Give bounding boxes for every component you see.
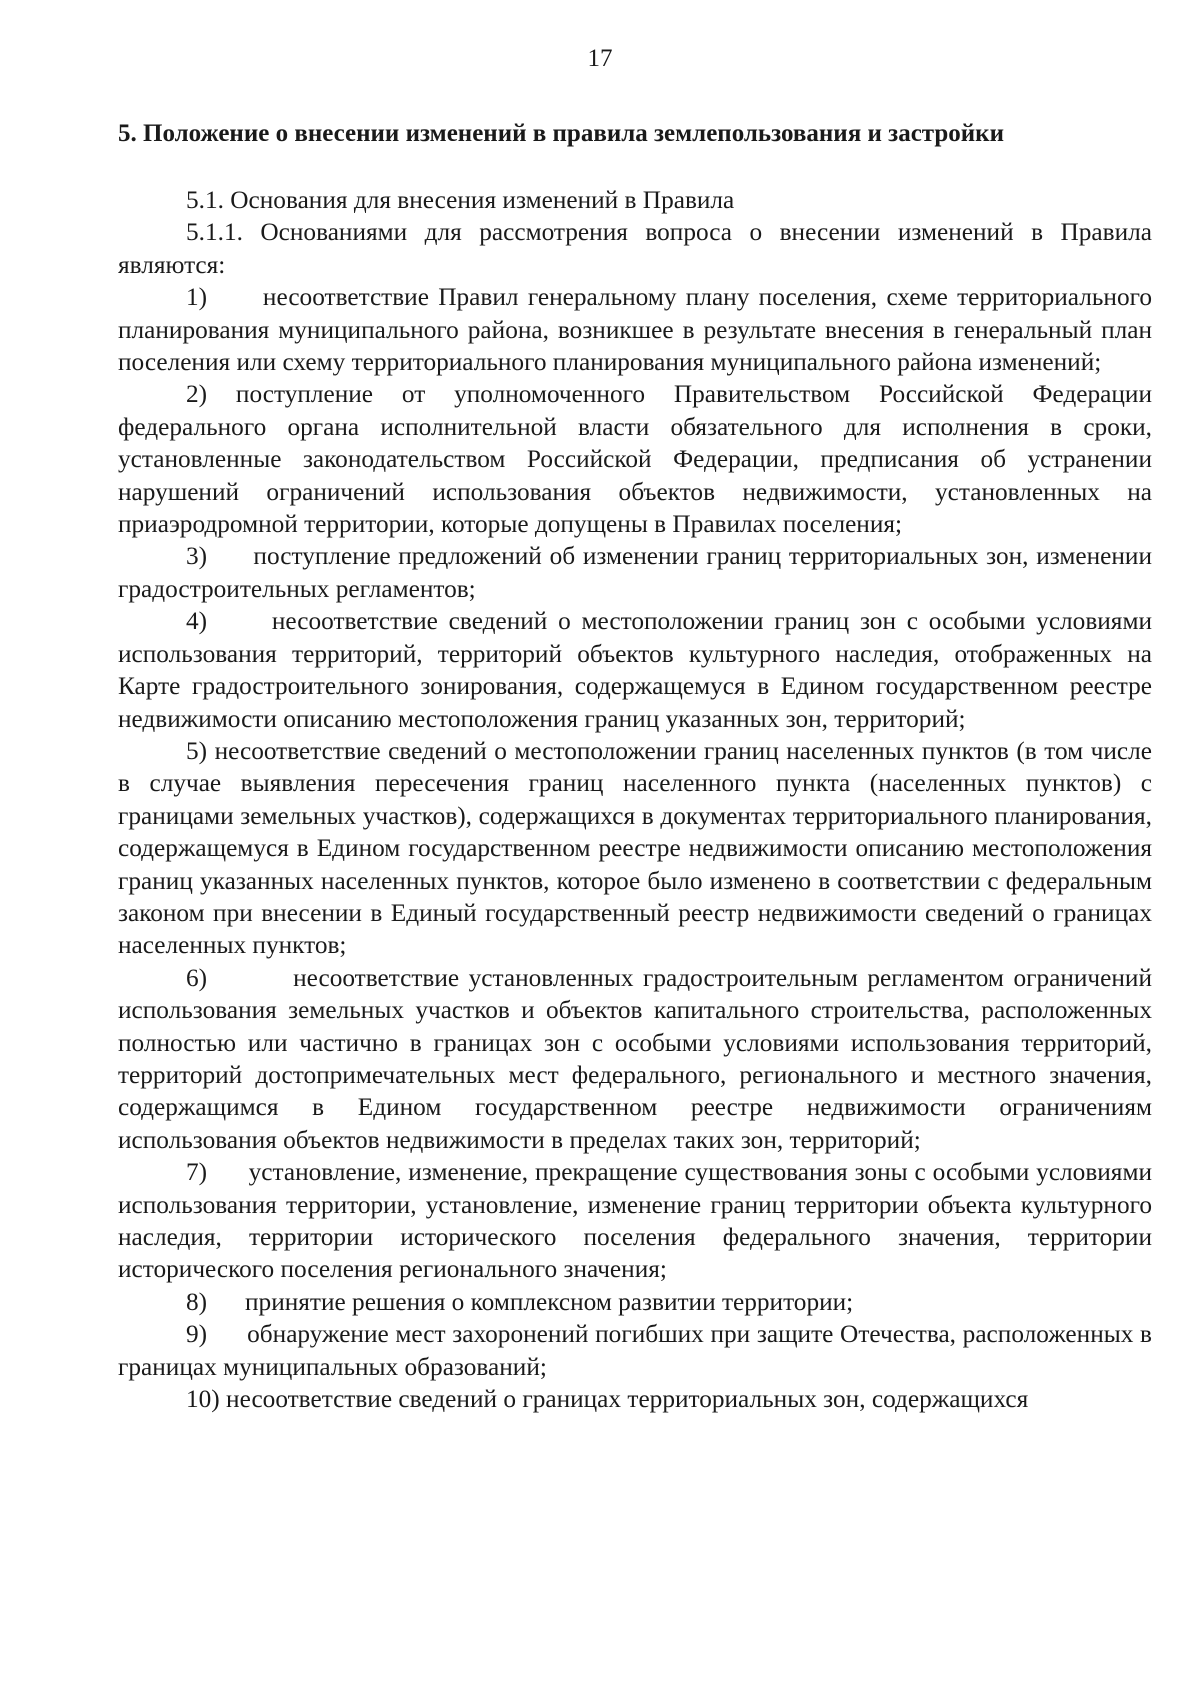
page-number: 17 [587, 45, 613, 72]
section-heading: 5. Положение о внесении изменений в правила землепользования и застройки [118, 120, 1004, 147]
list-item: 3) поступление предложений об изменении границ территориальных зон, изменении градостроительных регламентов; [118, 542, 1152, 603]
list-item: 7) установление, изменение, прекращение существования зоны с особыми условиями использования территории, установление, изменение границ территории объекта культурного наследия, территории исторического поселения федерального значения, территории исторического поселения регионального значения; [118, 1158, 1152, 1284]
list-item: 2) поступление от уполномоченного Правительством Российской Федерации федерального органа исполнительной власти обязательного для исполнения в сроки, установленные законодательством Российской Федерации, предписания об устранении нарушений ограничений использования объектов недвижимости, установленных на приаэродромной территории, которые допущены в Правилах поселения; [118, 380, 1152, 539]
subsection-title: 5.1. Основания для внесения изменений в Правила [186, 186, 735, 214]
list-item: 6) несоответствие установленных градостроительным регламентом ограничений использования земельных участков и объектов капитального строительства, расположенных полностью или частично в границах зон с особыми условиями использования территорий, территорий достопримечательных мест федерального, регионального и местного значения, содержащимся в Едином государственном реестре недвижимости ограничениям использования объектов недвижимости в пределах таких зон, территорий; [118, 963, 1152, 1154]
list-item: 8) принятие решения о комплексном развитии территории; [186, 1287, 854, 1316]
list-item: 10) несоответствие сведений о границах территориальных зон, содержащихся [186, 1385, 1029, 1414]
list-item: 4) несоответствие сведений о местоположении границ зон с особыми условиями использования территорий, территорий объектов культурного наследия, отображенных на Карте градостроительного зонирования, содержащемуся в Едином государственном реестре недвижимости описанию местоположения границ указанных зон, территорий; [118, 607, 1152, 733]
list-item: 9) обнаружение мест захоронений погибших при защите Отечества, расположенных в границах муниципальных образований; [118, 1320, 1152, 1381]
list-item: 5) несоответствие сведений о местоположении границ населенных пунктов (в том числе в случае выявления пересечения границ населенного пункта (населенных пунктов) с границами земельных участков), содержащихся в документах территориального планирования, содержащемуся в Едином государственном реестре недвижимости описанию местоположения границ указанных населенных пунктов, которое было изменено в соответствии с федеральным законом при внесении в Единый государственный реестр недвижимости сведений о границах населенных пунктов; [118, 736, 1152, 960]
paragraph: 5.1.1. Основаниями для рассмотрения вопроса о внесении изменений в Правила являются: [118, 218, 1152, 279]
section-body [118, 184, 1152, 1415]
list-item: 1) несоответствие Правил генеральному плану поселения, схеме территориального планирования муниципального района, возникшее в результате внесения в генеральный план поселения или схему территориального планирования муниципального района изменений; [118, 283, 1152, 377]
